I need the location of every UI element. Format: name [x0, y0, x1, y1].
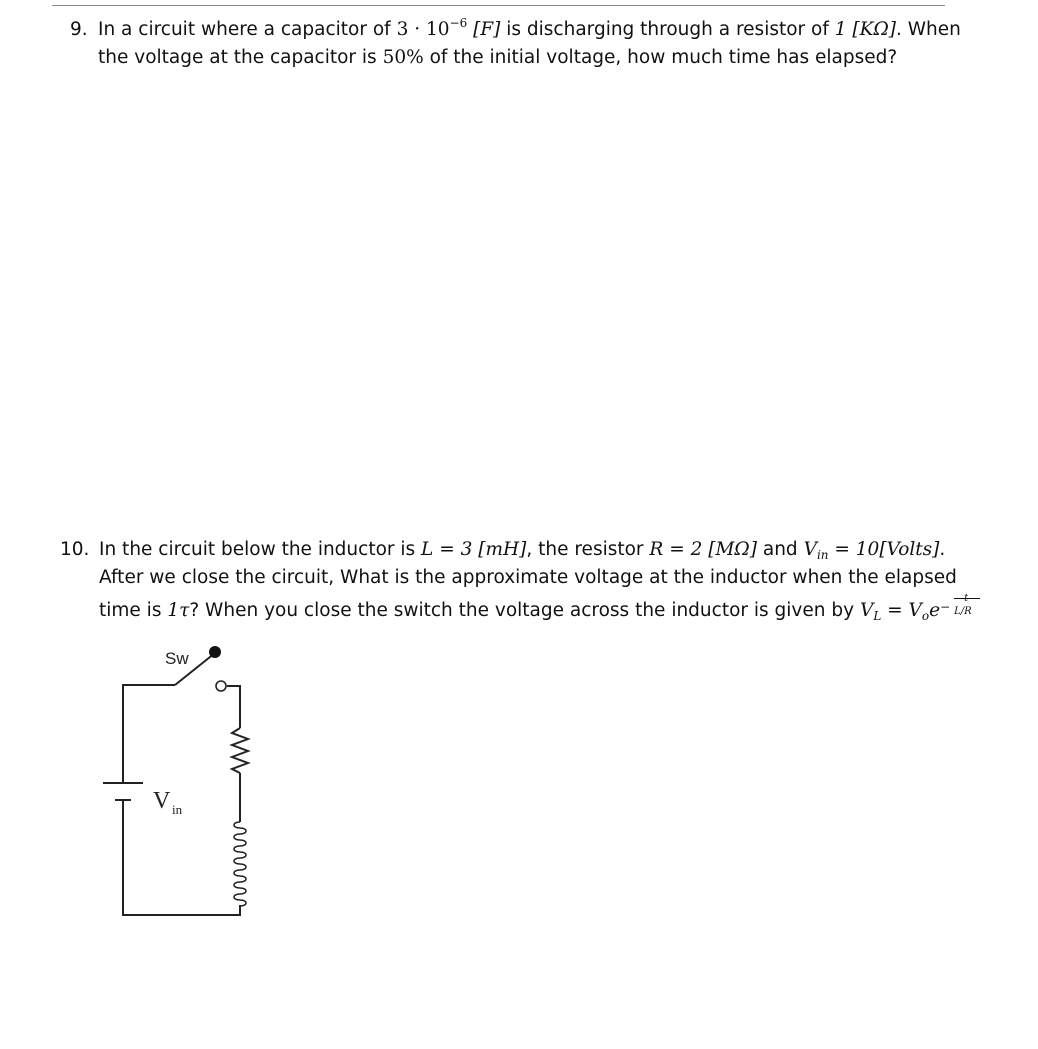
resistor — [232, 728, 248, 773]
switch-pivot-dot — [209, 646, 221, 658]
question-10-line-2: After we close the circuit, What is the approximate voltage at the inductor when the elapsed — [99, 567, 957, 588]
source-label: V — [153, 788, 171, 814]
inductor — [234, 822, 246, 906]
question-10-line-3: time is 1τ? When you close the switch the voltage across the inductor is given by $V_L = V_oe$ − t L/R — [99, 592, 990, 625]
question-9-line-1: In a circuit where a capacitor of $3 \cdot 10^{-6}$ [F] is discharging through a resistor of 1 [KΩ]. When — [98, 16, 961, 40]
source-label-sub: in — [172, 802, 183, 817]
wire-left-top — [123, 685, 175, 783]
question-number: 10. — [60, 539, 90, 560]
question-number: 9. — [70, 19, 88, 40]
exponent-fraction: − t L/R — [940, 592, 990, 606]
question-10-line-1: In the circuit below the inductor is L = 3 [mH], the resistor R = 2 [MΩ] and $V_{in}$ = 10[Volts]. — [99, 539, 946, 562]
wire-left-bottom — [123, 800, 240, 915]
switch-contact — [216, 681, 226, 691]
switch-label: Sw — [165, 649, 189, 668]
question-9-line-2: the voltage at the capacitor is 50% of the initial voltage, how much time has elapsed? — [98, 47, 898, 68]
wire-contact — [227, 686, 240, 728]
